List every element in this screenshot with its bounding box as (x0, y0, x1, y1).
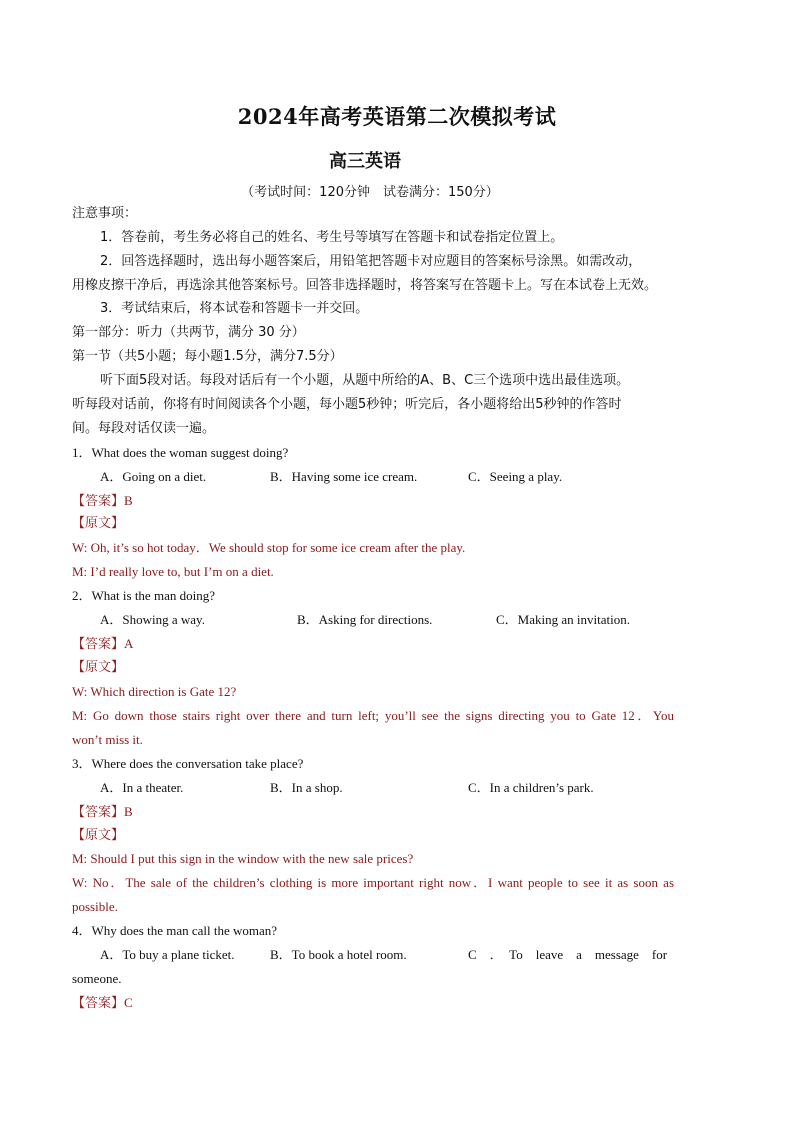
answer-value: B (124, 804, 133, 819)
answer-label: 【答案】 (72, 805, 125, 820)
question-3-source-label: 【原文】 (72, 828, 125, 843)
question-4-option-b: B．To book a hotel room. (270, 947, 407, 962)
question-1-source-label: 【原文】 (72, 516, 125, 531)
question-3-dialog-line-3: possible. (72, 899, 118, 914)
instructions-line-3: 间。每段对话仅读一遍。 (72, 421, 216, 436)
notes-heading: 注意事项： (72, 206, 138, 221)
question-3-dialog-line-2: W: No．The sale of the children’s clothing is more important right now．I want people to see it as soon as (72, 875, 674, 890)
question-1-answer (72, 492, 133, 511)
question-3-stem: 3．Where does the conversation take place? (72, 756, 304, 771)
question-3-answer (72, 803, 133, 822)
question-3-dialog-line-1: M: Should I put this sign in the window with the new sale prices? (72, 851, 414, 866)
instructions-line-1: 听下面5段对话。每段对话后有一个小题，从题中所给的A、B、C三个选项中选出最佳选项。 (100, 373, 630, 388)
question-2-option-a: A．Showing a way. (100, 612, 205, 627)
answer-label: 【答案】 (72, 494, 125, 509)
question-3-option-a: A．In a theater. (100, 780, 184, 795)
question-1-dialog-line-2: M: I’d really love to, but I’m on a diet. (72, 564, 274, 579)
question-4-answer (72, 994, 133, 1013)
question-4-option-c: C ． To leave a message for (468, 947, 668, 962)
question-1-stem: 1．What does the woman suggest doing? (72, 445, 289, 460)
question-2-option-c: C．Making an invitation. (496, 612, 630, 627)
notes-item-2-line-1: 2．回答选择题时，选出每小题答案后，用铅笔把答题卡对应题目的答案标号涂黑。如需改动， (100, 254, 642, 269)
question-2-dialog-line-3: won’t miss it. (72, 732, 143, 747)
question-2-answer (72, 635, 133, 654)
question-3-option-b: B．In a shop. (270, 780, 343, 795)
answer-label: 【答案】 (72, 637, 125, 652)
answer-value: B (124, 493, 133, 508)
question-2-dialog-line-2: M: Go down those stairs right over there and turn left; you’ll see the signs directing you to Gate 12．You (72, 708, 674, 723)
question-1-dialog-line-1: W: Oh, it’s so hot today．We should stop for some ice cream after the play. (72, 540, 466, 555)
question-4-option-c-continued: someone. (72, 971, 122, 986)
exam-time-info: （考试时间：120分钟 试卷满分：150分） (241, 185, 499, 200)
question-4-option-a: A．To buy a plane ticket. (100, 947, 235, 962)
question-1-option-b: B．Having some ice cream. (270, 469, 418, 484)
exam-subtitle: 高三英语 (329, 151, 401, 172)
question-2-stem: 2．What is the man doing? (72, 588, 215, 603)
question-2-dialog-line-1: W: Which direction is Gate 12? (72, 684, 237, 699)
notes-item-1: 1．答卷前，考生务必将自己的姓名、考生号等填写在答题卡和试卷指定位置上。 (100, 230, 564, 245)
instructions-line-2: 听每段对话前，你将有时间阅读各个小题，每小题5秒钟；听完后，各小题将给出5秒钟的作答时 (72, 397, 622, 412)
answer-value: A (124, 636, 134, 651)
answer-value: C (124, 995, 133, 1010)
part1-heading: 第一部分：听力（共两节，满分 30 分） (72, 325, 305, 340)
question-3-option-c: C．In a children’s park. (468, 780, 594, 795)
question-2-source-label: 【原文】 (72, 660, 125, 675)
question-1-option-c: C．Seeing a play. (468, 469, 563, 484)
question-4-stem: 4．Why does the man call the woman? (72, 923, 278, 938)
question-1-option-a: A．Going on a diet. (100, 469, 207, 484)
notes-item-3: 3．考试结束后，将本试卷和答题卡一并交回。 (100, 301, 369, 316)
answer-label: 【答案】 (72, 996, 125, 1011)
notes-item-2-line-2: 用橡皮擦干净后，再选涂其他答案标号。回答非选择题时，将答案写在答题卡上。写在本试卷上无效。 (72, 278, 658, 293)
section1-heading: 第一节（共5小题；每小题1.5分，满分7.5分） (72, 349, 343, 364)
question-2-option-b: B．Asking for directions. (297, 612, 433, 627)
exam-title: 2024年高考英语第二次模拟考试 (237, 104, 557, 129)
